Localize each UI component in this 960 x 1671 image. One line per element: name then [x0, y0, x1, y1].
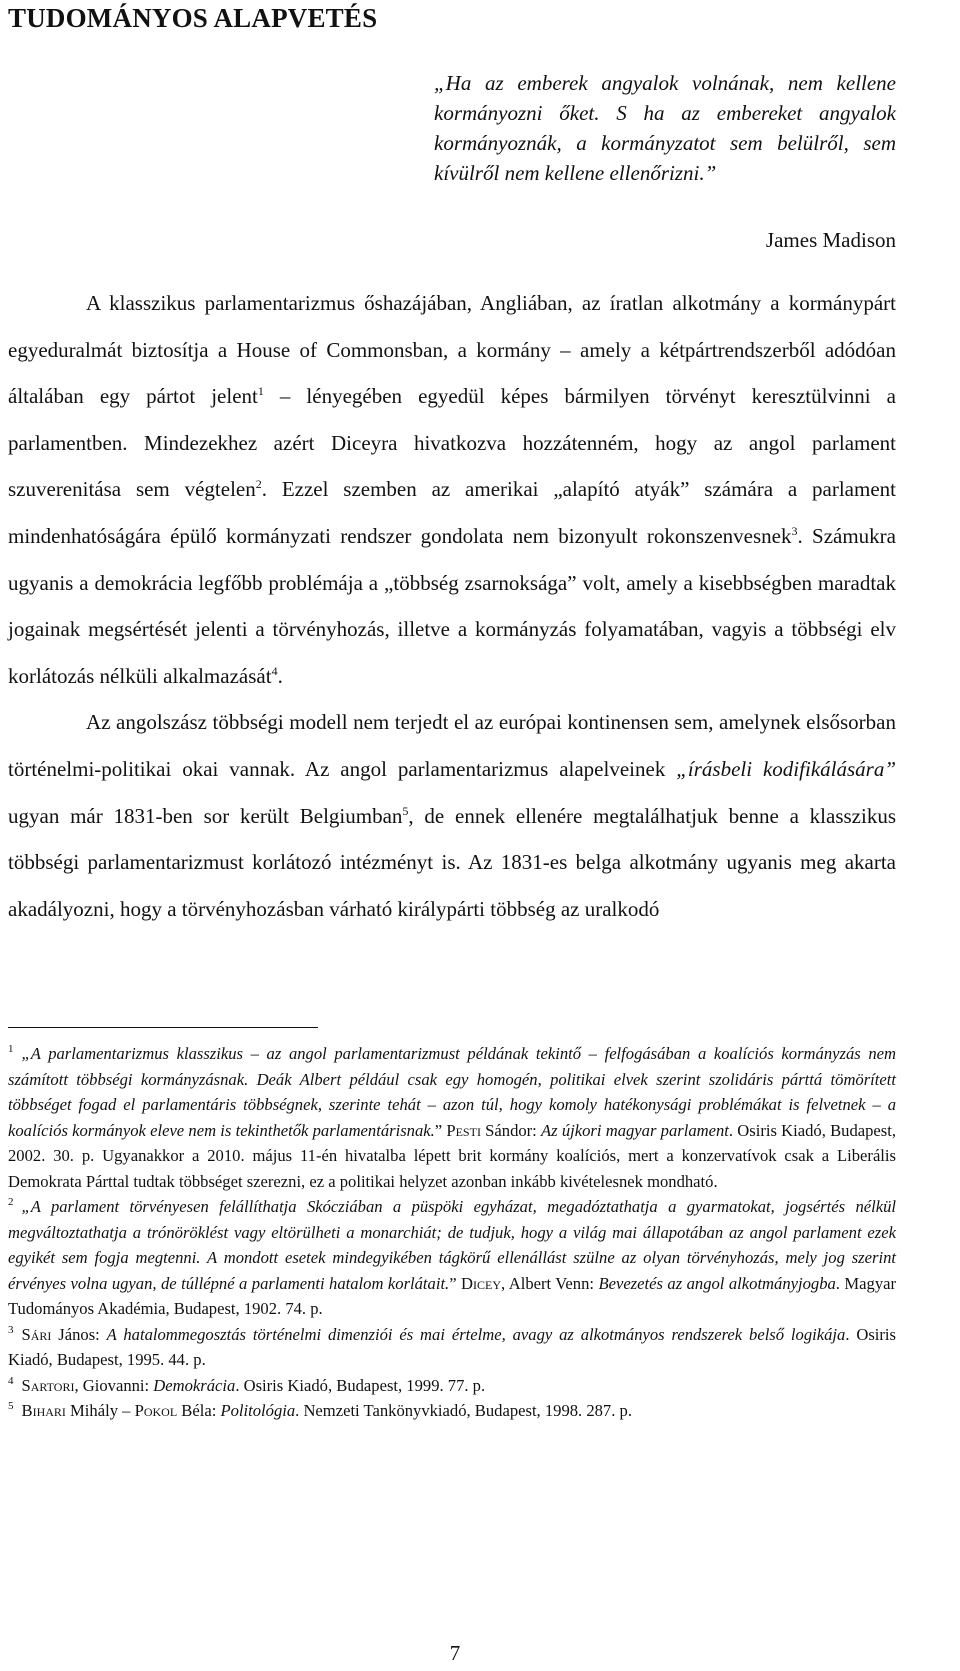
paragraph-text: .	[277, 663, 283, 688]
footnote-text: , Giovanni:	[74, 1375, 154, 1395]
footnote-4	[8, 1373, 896, 1399]
paragraph-2	[8, 699, 896, 932]
footnote-text: Béla:	[177, 1401, 221, 1420]
footnote-book-title: Demokrácia	[153, 1375, 236, 1395]
paragraph-text: , de ennek ellenére megtalálhatjuk benne a klasszikus többségi parlamentarizmust korlátozó intézményt is. Az 1831-es belga alkotmány ugyanis meg akarta akadályozni, hogy a törvényhozásban várható királypárti többség az uralkodó	[8, 803, 896, 921]
footnote-book-title: Politológia	[220, 1401, 296, 1420]
footnote-ref-4[interactable]: 4	[271, 663, 278, 678]
paragraph-text: . Számukra ugyanis a demokrácia legfőbb problémája a „többség zsarnoksága” volt, amely a kisebbségben maradtak jogainak megsértését jelenti a törvényhozás, illetve a kormányzás folyamatában, vagyis a többségi elv korlátozás nélküli alkalmazását	[8, 523, 896, 688]
footnote-book-title: Az újkori magyar parlament	[541, 1120, 729, 1140]
footnotes	[8, 1041, 896, 1424]
footnote-number: 1	[8, 1043, 14, 1056]
paragraph-1	[8, 280, 896, 699]
footnote-text: . Osiris Kiadó, Budapest, 1995. 44. p.	[8, 1324, 897, 1369]
footnote-ref-5[interactable]: 5	[402, 803, 409, 818]
emphasized-phrase: „írásbeli kodifikálására”	[676, 756, 896, 781]
paragraph-text: ugyan már 1831-ben sor került Belgiumban	[8, 803, 403, 828]
footnote-text: . Osiris Kiadó, Budapest, 2002. 30. p. Ugyanakkor a 2010. május 11-én hivatalba lépett brit kormány koalíciós, mert a konzervatívok csak a Liberális Demokrata Párttal tudtak többséget szerezni, ez a politikai helyzet azonban inkább kivételesnek mondható.	[8, 1120, 896, 1191]
footnote-author: Sári	[21, 1324, 52, 1344]
footnote-text: Mihály –	[65, 1401, 135, 1420]
footnote-3	[8, 1322, 896, 1373]
footnote-author: Pesti	[446, 1120, 481, 1140]
footnote-separator	[8, 1027, 318, 1028]
page-number: 7	[449, 1641, 461, 1665]
paragraph-text: A klasszikus parlamentarizmus őshazájában, Angliában, az íratlan alkotmány a kormánypárt egyeduralmát biztosítja a House of Commonsban, a kormány – amely a kétpártrendszerből adódóan általában egy pártot jelent	[8, 291, 896, 409]
footnote-ref-1[interactable]: 1	[257, 384, 264, 399]
footnote-ref-3[interactable]: 3	[791, 523, 798, 538]
footnote-text: . Magyar Tudományos Akadémia, Budapest, 1902. 74. p.	[8, 1273, 897, 1318]
body-text	[8, 280, 896, 932]
footnote-text: . Nemzeti Tankönyvkiadó, Budapest, 1998. 287. p.	[295, 1401, 632, 1420]
epigraph-quote: „Ha az emberek angyalok volnának, nem kellene kormányozni őket. S ha az embereket angyalok kormányoznák, a kormányzatot sem belülről, sem kívülről nem kellene ellenőrizni.”	[434, 71, 896, 185]
footnote-author: Bihari	[21, 1401, 66, 1420]
footnote-author: Pokol	[134, 1401, 178, 1420]
footnote-number: 5	[8, 1400, 14, 1413]
footnote-quote: „A parlamentarizmus klasszikus – az angol parlamentarizmust példának tekintő – felfogásában a koalíciós kormányzás nem számított többségi kormányzásnak. Deák Albert például csak egy homogén, politikai elvek szerint szolidáris párttá tömörített többséget fogad el parlamentáris többségnek, szerinte tehát – azon túl, hogy komoly hatékonysági problémákat is felvetnek – a koalíciós kormányok eleve nem is tekinthetők parlamentárisnak.	[8, 1044, 896, 1140]
footnote-book-title: A hatalommegosztás történelmi dimenziói és mai értelme, avagy az alkotmányos rendszerek belső logikája	[106, 1324, 846, 1344]
footnote-number: 3	[8, 1323, 14, 1336]
footnote-author: Sartori	[21, 1375, 75, 1395]
footnote-author: Dicey	[461, 1273, 502, 1293]
footnote-text: ”	[449, 1273, 462, 1293]
footnote-text: Sándor:	[480, 1120, 542, 1140]
footnote-text: . Osiris Kiadó, Budapest, 1999. 77. p.	[235, 1375, 486, 1395]
paragraph-text: – lényegében egyedül képes bármilyen törvényt keresztülvinni a parlamentben. Mindezekhez azért Diceyra hivatkozva hozzátenném, hogy az angol parlament szuverenitása sem végtelen	[8, 384, 896, 502]
page-title: TUDOMÁNYOS ALAPVETÉS	[8, 3, 378, 33]
footnote-2	[8, 1194, 896, 1322]
epigraph-author: James Madison	[765, 228, 896, 252]
footnote-ref-2[interactable]: 2	[255, 477, 262, 492]
footnote-number: 4	[8, 1374, 14, 1387]
footnote-1	[8, 1041, 896, 1194]
footnote-book-title: Bevezetés az angol alkotmányjogba	[598, 1273, 836, 1293]
footnote-text: János:	[51, 1324, 107, 1344]
footnote-text: , Albert Venn:	[501, 1273, 599, 1293]
footnote-5	[8, 1398, 896, 1424]
paragraph-text: . Ezzel szemben az amerikai „alapító atyák” számára a parlament mindenhatóságára épülő kormányzati rendszer gondolata nem bizonyult rokonszenvesnek	[8, 477, 896, 548]
footnote-number: 2	[8, 1196, 14, 1209]
footnote-quote: „A parlament törvényesen felállíthatja Skócziában a püspöki egyházat, megadóztathatja a gyarmatokat, jogsértés nélkül megváltoztathatja a trónöröklést vagy eltörülheti a monarchiát; de tudjuk, hogy a világ mai állapotában az angol parlament ezek egyikét sem fogja megtenni. A mondott esetek mindegyikében tágkörű ellenállást szülne az olyan törvényhozás, mely jog szerint érvényes volna ugyan, de túllépné a parlamenti hatalom korlátait.	[8, 1197, 896, 1293]
footnote-text: ”	[434, 1120, 447, 1140]
paragraph-text: Az angolszász többségi modell nem terjedt el az európai kontinensen sem, amelynek elsősorban történelmi-politikai okai vannak. Az angol parlamentarizmus alapelveinek	[8, 710, 896, 781]
